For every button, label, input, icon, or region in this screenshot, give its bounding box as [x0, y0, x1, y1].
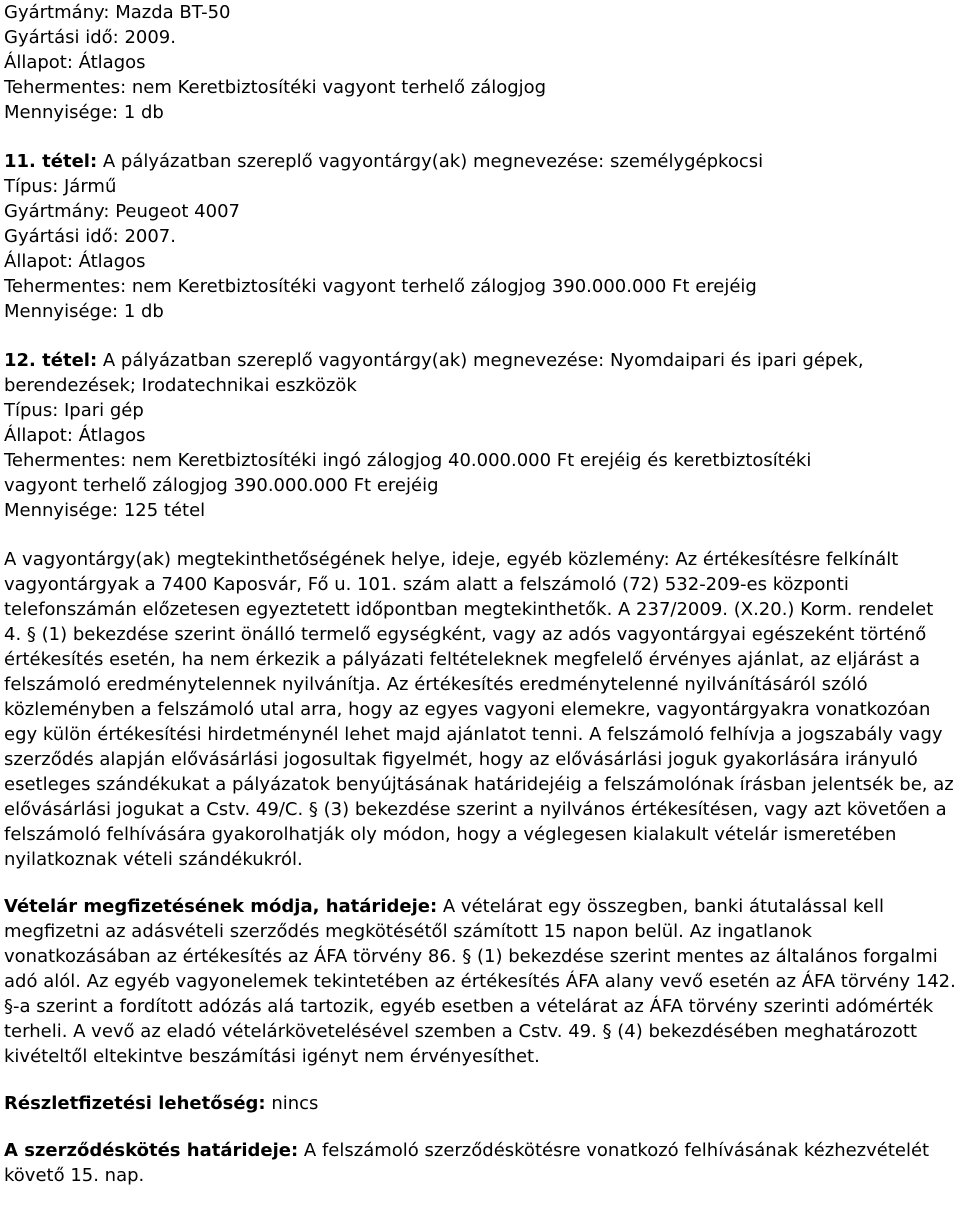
installment-text: nincs: [265, 1093, 319, 1114]
installment-heading: Részletfizetési lehetőség:: [4, 1093, 266, 1114]
contract-deadline-paragraph: [4, 1138, 956, 1188]
condition-line: Állapot: Átlagos: [4, 52, 146, 73]
item-12-name-continued: berendezések; Irodatechnikai eszközök: [4, 375, 357, 396]
item-11-condition: Állapot: Átlagos: [4, 251, 146, 272]
item-11-manufacturer: Gyártmány: Peugeot 4007: [4, 201, 240, 222]
item-12-label: 12. tétel:: [4, 350, 98, 371]
item-11-type: Típus: Jármű: [4, 176, 117, 197]
quantity-line: Mennyisége: 1 db: [4, 102, 164, 123]
item-11-production-year: Gyártási idő: 2007.: [4, 226, 176, 247]
inspection-paragraph: A vagyontárgy(ak) megtekinthetőségének helye, ideje, egyéb közlemény: Az értékesítésre felkínált vagyontárgyak a 7400 Kaposvár, Fő u. 101. szám alatt a felszámoló (72) 532-209-es központi telefonszámán előzetesen egyeztetett időpontban megtekinthetők. A 237/2009. (X.20.) Korm. rendelet 4. § (1) bekezdése szerint önálló termelő egységként, vagy az adós vagyontárgyai egészeként történő értékesítés esetén, ha nem érkezik a pályázati feltételeknek megfelelő érvényes ajánlat, az eljárást a felszámoló eredménytelennek nyilvánítja. Az értékesítés eredménytelenné nyilvánításáról szóló közleményben a felszámoló utal arra, hogy az egyes vagyoni elemekre, vagyontárgyakra vonatkozóan egy külön értékesítési hirdetménynél lehet majd ajánlatot tenni. A felszámoló felhívja a jogszabály vagy szerződés alapján elővásárlási jogosultak figyelmét, hogy az elővásárlási joguk gyakorlására irányuló esetleges szándékukat a pályázatok benyújtásának határidejéig a felszámolónak írásban jelentsék be, az elővásárlási jogukat a Cstv. 49/C. § (3) bekezdése szerint a nyilvános értékesítésen, vagy azt követően a felszámoló felhívására gyakorolhatják oly módon, hogy a véglegesen kialakult vételár ismeretében nyilatkoznak vételi szándékukról.: [4, 549, 954, 870]
spacer: [4, 1069, 956, 1091]
payment-text: A vételárat egy összegben, banki átutalással kell megfizetni az adásvételi szerződés megkötésétől számított 15 napon belül. Az ingatlanok vonatkozásában az értékesítés az ÁFA törvény 86. § (1) bekezdése szerint mentes az általános forgalmi adó alól. Az egyéb vagyonelemek tekintetében az értékesítés ÁFA alany vevő esetén az ÁFA törvény 142. §-a szerint a fordított adózás alá tartozik, egyéb esetben a vételárat az ÁFA törvény szerinti adómérték terheli. A vevő az eladó vételárkövetelésével szemben a Cstv. 49. § (4) bekezdésében meghatározott kivételtől eltekintve beszámítási igényt nem érvényesíthet.: [4, 896, 956, 1067]
payment-heading: Vételár megfizetésének módja, határideje:: [4, 896, 438, 917]
item-12-encumbrance-continued: vagyont terhelő zálogjog 390.000.000 Ft erejéig: [4, 475, 439, 496]
item-12-name: A pályázatban szereplő vagyontárgy(ak) megnevezése: Nyomdaipari és ipari gépek,: [97, 350, 864, 371]
contract-deadline-text: A felszámoló szerződéskötésre vonatkozó felhívásának kézhezvételét követő 15. nap.: [4, 1140, 930, 1186]
spacer: [4, 324, 956, 348]
item-12-condition: Állapot: Átlagos: [4, 425, 146, 446]
encumbrance-line: Tehermentes: nem Keretbiztosítéki vagyont terhelő zálogjog: [4, 77, 547, 98]
manufacturer-line: Gyártmány: Mazda BT-50: [4, 2, 231, 23]
item-12-block: [4, 348, 956, 523]
item-11-encumbrance: Tehermentes: nem Keretbiztosítéki vagyont terhelő zálogjog 390.000.000 Ft erejéig: [4, 276, 757, 297]
item-11-title-line: [4, 149, 956, 174]
payment-paragraph: [4, 894, 956, 1069]
contract-deadline-heading: A szerződéskötés határideje:: [4, 1140, 299, 1161]
spacer: [4, 872, 956, 894]
item-12-encumbrance: Tehermentes: nem Keretbiztosítéki ingó zálogjog 40.000.000 Ft erejéig és keretbiztosítéki: [4, 450, 812, 471]
item-11-label: 11. tétel:: [4, 151, 98, 172]
item-11-block: [4, 149, 956, 324]
installment-paragraph: [4, 1091, 956, 1116]
production-year-line: Gyártási idő: 2009.: [4, 27, 176, 48]
spacer: [4, 125, 956, 149]
item-12-type: Típus: Ipari gép: [4, 400, 144, 421]
document-page: [4, 0, 956, 1188]
spacer: [4, 1116, 956, 1138]
item-11-quantity: Mennyisége: 1 db: [4, 301, 164, 322]
spacer: [4, 523, 956, 547]
previous-item-block: [4, 0, 956, 125]
item-12-title-line: [4, 348, 956, 373]
item-11-name: A pályázatban szereplő vagyontárgy(ak) megnevezése: személygépkocsi: [97, 151, 764, 172]
item-12-quantity: Mennyisége: 125 tétel: [4, 500, 206, 521]
